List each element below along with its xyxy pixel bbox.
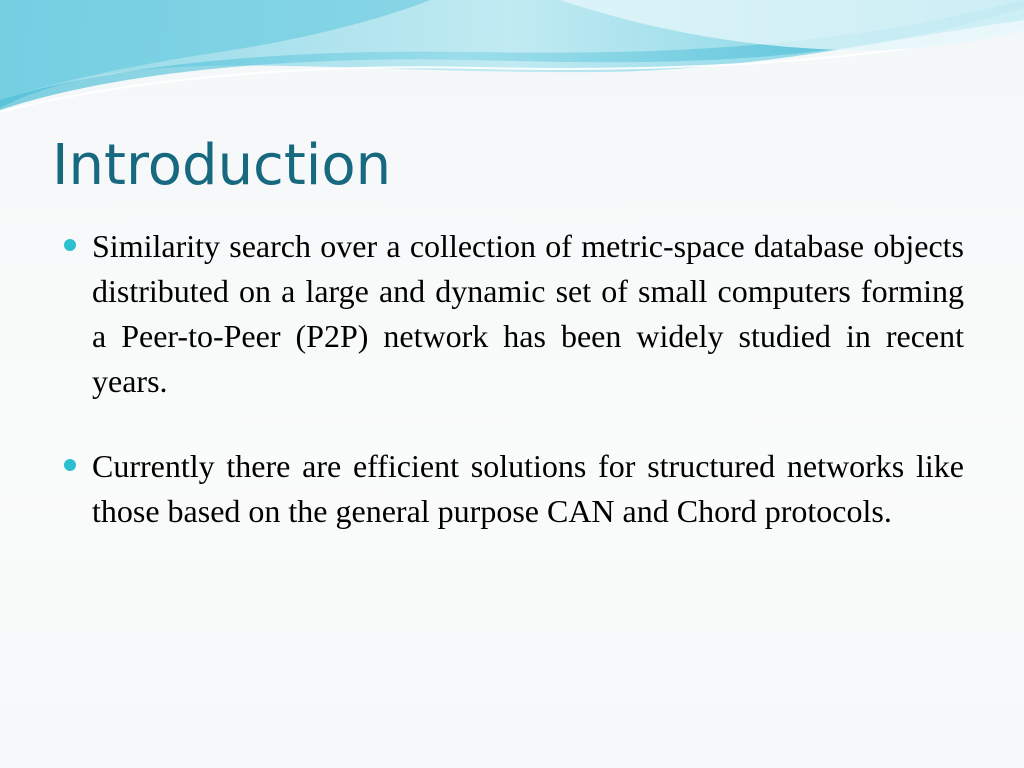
bullet-text: Currently there are efficient solutions for structured networks like those based on the general purpose CAN and Chord protocols. (92, 448, 964, 529)
slide-title: Introduction (52, 133, 392, 198)
decorative-wave-header (0, 0, 1024, 130)
bullet-list (60, 224, 964, 574)
bullet-text: Similarity search over a collection of metric-space database objects distributed on a large and dynamic set of small computers forming a Peer-to-Peer (P2P) network has been widely studied in recent years. (92, 228, 964, 399)
bullet-item (60, 224, 964, 404)
bullet-item (60, 444, 964, 534)
bullet-dot-icon (64, 459, 76, 471)
bullet-dot-icon (64, 239, 76, 251)
